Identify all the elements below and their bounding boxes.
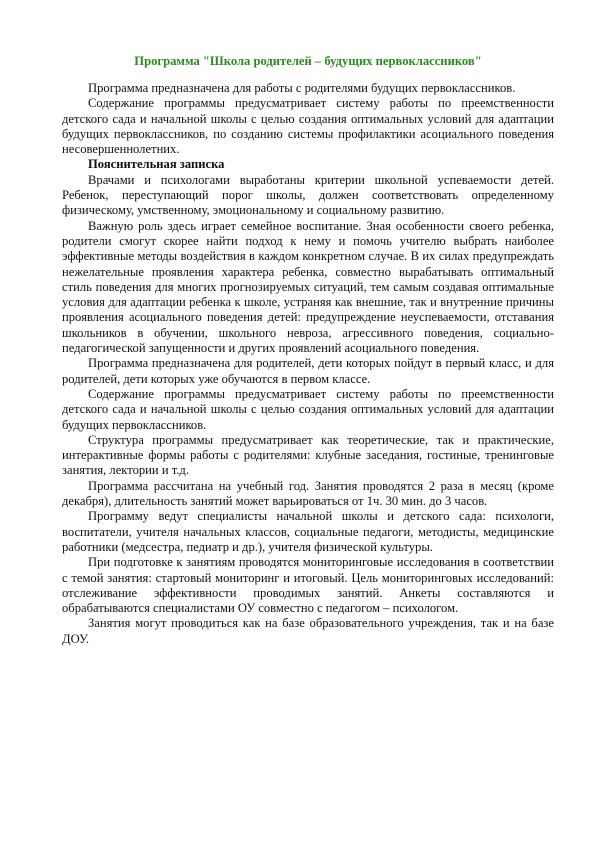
paragraph-content: Содержание программы предусматривает систему работы по преемственности детского сада и начальной школы с целью создания оптимальных условий для адаптации будущих первоклассников, по созданию системы профилактики асоциального поведения несовершеннолетних. bbox=[62, 96, 554, 157]
paragraph-structure: Структура программы предусматривает как теоретические, так и практические, интерактивные формы работы с родителями: клубные заседания, гостиные, тренинговые занятия, лектории и т.д. bbox=[62, 432, 554, 478]
paragraph-audience: Программа предназначена для родителей, дети которых пойдут в первый класс, и для родителей, дети которых уже обучаются в первом классе. bbox=[62, 356, 554, 386]
paragraph-venue: Занятия могут проводиться как на базе образовательного учреждения, так и на базе ДОУ. bbox=[62, 616, 554, 646]
paragraph-purpose: Программа предназначена для работы с родителями будущих первоклассников. bbox=[88, 81, 516, 95]
paragraph-schedule: Программа рассчитана на учебный год. Занятия проводятся 2 раза в месяц (кроме декабря), длительность занятий может варьироваться от 1ч. 30 мин. до 3 часов. bbox=[62, 478, 554, 509]
document-title: Программа "Школа родителей – будущих первоклассников" bbox=[134, 54, 482, 68]
paragraph-specialists: Программу ведут специалисты начальной школы и детского сада: психологи, воспитатели, учителя начальных классов, социальные педагоги, методисты, медицинские работники (медсестра, педиатр и др.), учителя физической культуры. bbox=[62, 509, 554, 554]
paragraph-criteria: Врачами и психологами выработаны критерии школьной успеваемости детей. Ребенок, переступающий порог школы, должен соответствовать определенному физическому, умственному, эмоциональному и социальному развитию. bbox=[62, 172, 554, 218]
document-page bbox=[62, 54, 554, 647]
paragraph-content-repeat: Содержание программы предусматривает систему работы по преемственности детского сада и начальной школы с целью создания оптимальных условий для адаптации будущих первоклассников. bbox=[62, 386, 554, 432]
section-heading-explanatory-note: Пояснительная записка bbox=[88, 157, 225, 172]
paragraph-family-upbringing: Важную роль здесь играет семейное воспитание. Зная особенности своего ребенка, родители смогут скорее найти подход к нему и помочь учителю выбрать наиболее эффективные методы воздействия в каждом конкретном случае. В их силах предупреждать нежелательные проявления характера ребенка, совместно вырабатывать оптимальный стиль поведения для многих прогнозируемых ситуаций, тем самым создавая оптимальные условия для адаптации ребенка к школе, устраняя как внешние, так и внутренние причины проявления асоциального поведения детей: предупреждение неуспеваемости, отставания школьников в обучении, школьного невроза, агрессивного поведения, социально-педагогической запущенности и других проявлений асоциального поведения. bbox=[62, 218, 554, 356]
paragraph-monitoring: При подготовке к занятиям проводятся мониторинговые исследования в соответствии с темой занятия: стартовый мониторинг и итоговый. Цель мониторинговых исследований: отслеживание эффективности проводимых занятий. Анкеты составляются и обрабатываются специалистами ОУ совместно с педагогом – психологом. bbox=[62, 555, 554, 616]
